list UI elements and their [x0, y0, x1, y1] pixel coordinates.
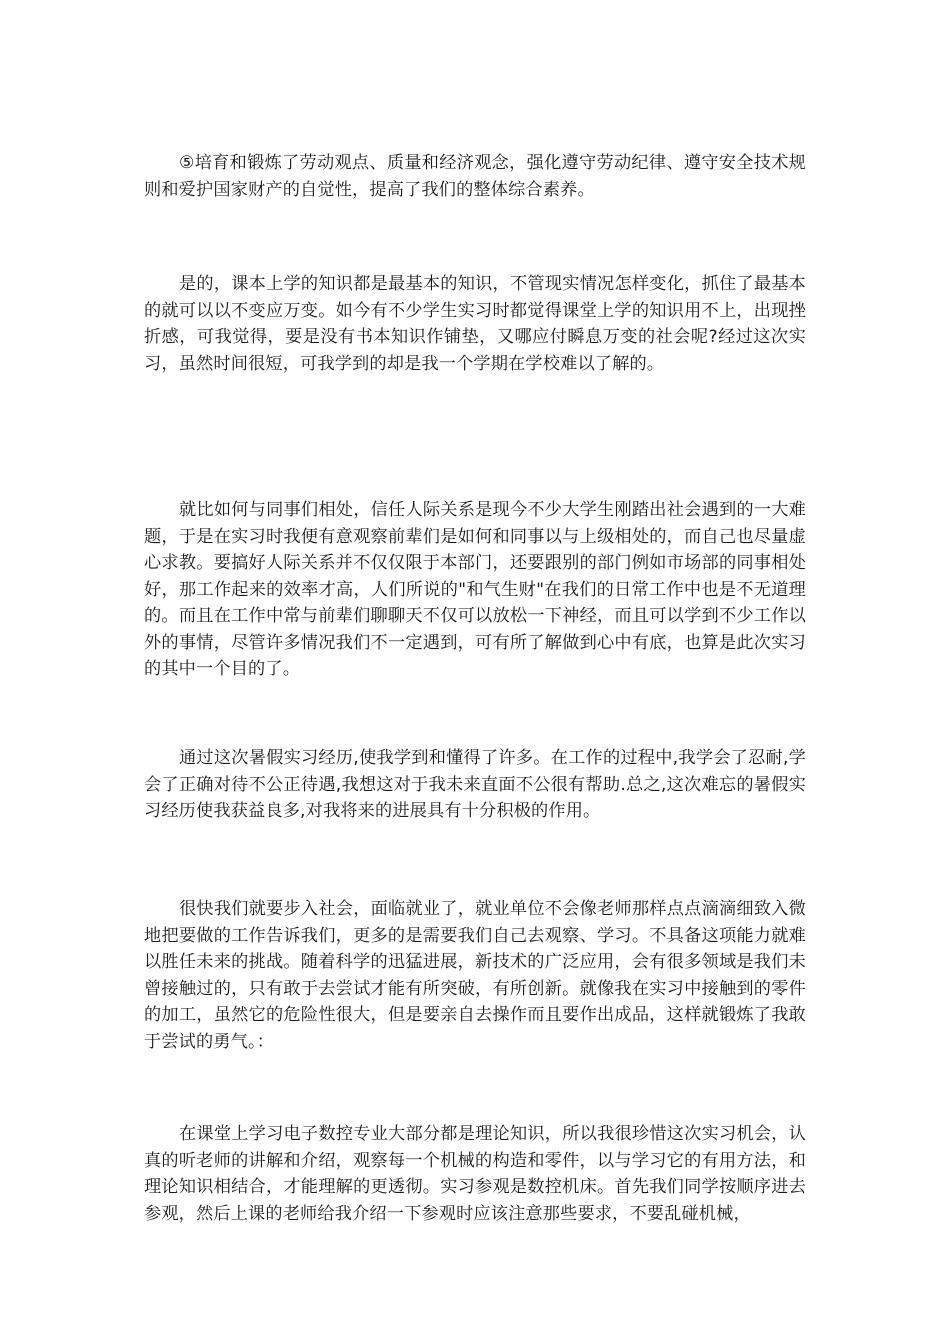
paragraph-summer-internship: 通过这次暑假实习经历,使我学到和懂得了许多。在工作的过程中,我学会了忍耐,学会了正确对待不公正待遇,我想这对于我未来直面不公很有帮助.总之,这次难忘的暑假实习经历使我获益良多,对我将来的进展具有十分积极的作用。 [144, 748, 806, 821]
paragraph-skills-cultivation: ⑤培育和锻炼了劳动观点、质量和经济观念，强化遵守劳动纪律、遵守安全技术规则和爱护国家财产的自觉性，提高了我们的整体综合素养。 [144, 153, 806, 200]
paragraph-interpersonal-relations: 就比如何与同事们相处，信任人际关系是现今不少大学生刚踏出社会遇到的一大难题，于是在实习时我便有意观察前辈们是如何和同事以与上级相处的，而自己也尽量虚心求教。要搞好人际关系并不仅仅限于本部门，还要跟别的部门例如市场部的同事相处好，那工作起来的效率才高，人们所说的"和气生财"在我们的日常工作中也是不无道理的。而且在工作中常与前辈们聊聊天不仅可以放松一下神经，而且可以学到不少工作以外的事情，尽管许多情况我们不一定遇到，可有所了解做到心中有底，也算是此次实习的其中一个目的了。 [144, 500, 806, 679]
paragraph-entering-society: 很快我们就要步入社会，面临就业了，就业单位不会像老师那样点点滴滴细致入微地把要做的工作告诉我们，更多的是需要我们自己去观察、学习。不具备这项能力就难以胜任未来的挑战。随着科学的迅猛进展，新技术的广泛应用，会有很多领域是我们未曾接触过的，只有敢于去尝试才能有所突破，有所创新。就像我在实习中接触到的零件的加工，虽然它的危险性很大，但是要亲自去操作而且要作出成品，这样就锻炼了我敢于尝试的勇气。： [144, 899, 806, 1052]
paragraph-textbook-knowledge: 是的，课本上学的知识都是最基本的知识，不管现实情况怎样变化，抓住了最基本的就可以以不变应万变。如今有不少学生实习时都觉得课堂上学的知识用不上，出现挫折感，可我觉得，要是没有书本知识作铺垫，又哪应付瞬息万变的社会呢?经过这次实习，虽然时间很短，可我学到的却是我一个学期在学校难以了解的。 [144, 274, 806, 374]
paragraph-cnc-classroom: 在课堂上学习电子数控专业大部分都是理论知识，所以我很珍惜这次实习机会，认真的听老师的讲解和介绍，观察每一个机械的构造和零件，以与学习它的有用方法，和理论知识相结合，才能理解的更透彻。实习参观是数控机床。首先我们同学按顺序进去参观，然后上课的老师给我介绍一下参观时应该注意那些要求，不要乱碰机械， [144, 1124, 806, 1224]
